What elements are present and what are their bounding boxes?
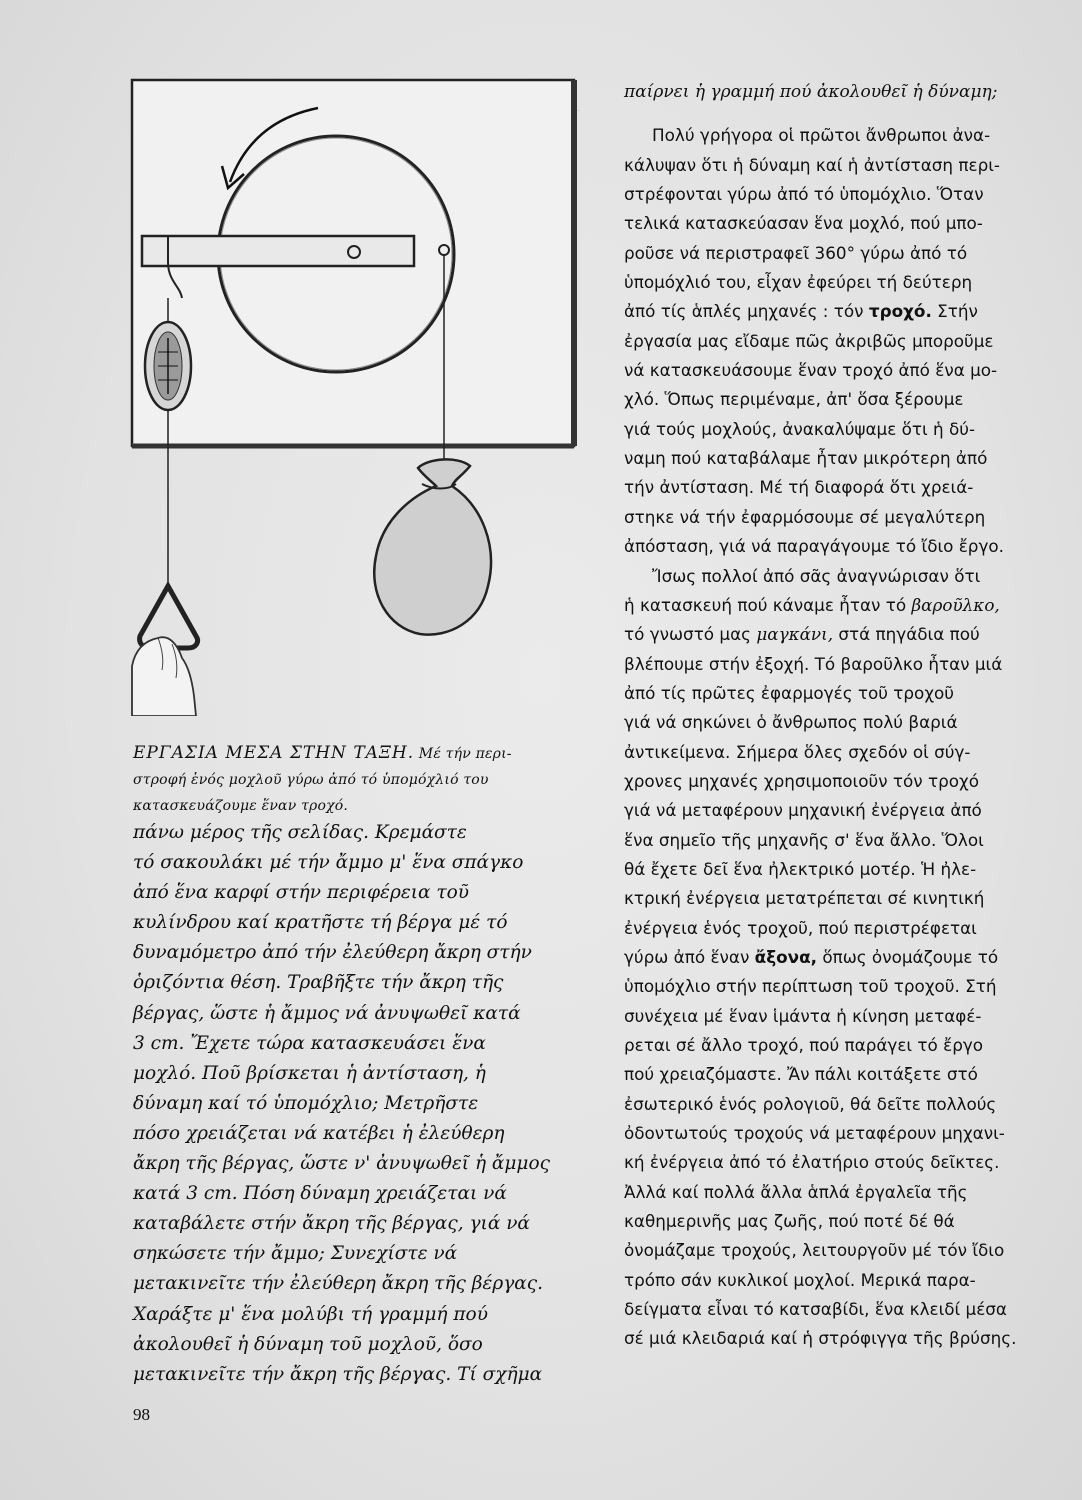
text-line: ὀνομάζαμε τροχούς, λειτουργοῦν μέ τόν ἴδιο [624,1240,1005,1261]
text-line: δυναμόμετρο ἀπό τήν ἐλεύθερη ἄκρη στήν [133,942,532,964]
text-line: καταβάλετε στήν ἄκρη τῆς βέργας, γιά νά [133,1213,530,1235]
term-wheel: τροχό. [868,301,932,322]
text-line: χρονες μηχανές χρησιμοποιοῦν τόν τροχό [624,770,979,791]
term-mangani: μαγκάνι, [756,624,834,645]
text-segment: ἡ κατασκευή πού κάναμε ἦταν τό [624,594,912,615]
text-line [624,297,1082,326]
text-segment: Στήν [931,301,978,322]
text-line: στρέφονται γύρω ἀπό τό ὑπομόχλιο. Ὅταν [624,184,984,205]
text-line: ρεται σέ ἄλλο τροχό, πού παράγει τό ἔργο [624,1035,984,1055]
left-column-text [133,818,573,1390]
text-line: ἀπό τίς πρῶτες ἐφαρμογές τοῦ τροχοῦ [624,682,954,703]
text-line: δύναμη καί τό ὑπομόχλιο; Μετρῆστε [133,1092,479,1114]
text-line: κατά 3 cm. Πόση δύναμη χρειάζεται νά [133,1183,507,1205]
text-line: τήν ἀντίσταση. Μέ τή διαφορά ὅτι χρειά- [624,477,974,498]
text-line: νά κατασκευάσουμε ἕναν τροχό ἀπό ἕνα μο- [624,360,998,381]
sand-bag [374,459,491,634]
text-line: ἀκολουθεῖ ἡ δύναμη τοῦ μοχλοῦ, ὅσο [133,1333,483,1355]
text-line: ὑπομόχλιό του, εἶχαν ἐφεύρει τή δεύτερη [624,272,973,293]
text-line: θά ἔχετε δεῖ ἕνα ἠλεκτρικό μοτέρ. Ἡ ἠλε- [624,858,977,879]
intro-line: παίρνει ἡ γραμμή πού ἀκολουθεῖ ἡ δύναμη; [624,82,998,102]
text-line: ὑπομόχλιο στήν περίπτωση τοῦ τροχοῦ. Στή [624,976,997,997]
text-line: κάλυψαν ὅτι ἡ δύναμη καί ἡ ἀντίσταση περι- [624,154,1000,175]
text-line [624,943,1082,972]
figure-caption [133,740,573,819]
page-number: 98 [133,1405,150,1424]
text-line: γιά τούς μοχλούς, ἀνακαλύψαμε ὅτι ἡ δύ- [624,418,976,439]
text-line: ἐσωτερικό ἑνός ρολογιοῦ, θά δεῖτε πολλούς [624,1093,997,1114]
term-axle: ἄξονα, [754,946,817,967]
text-line: σηκώσετε τήν ἄμμο; Συνεχίστε νά [133,1243,458,1265]
text-line: Ἴσως πολλοί ἀπό σᾶς ἀναγνώρισαν ὅτι [652,565,981,586]
text-line: Ἀλλά καί πολλά ἄλλα ἁπλά ἐργαλεῖα τῆς [624,1181,968,1202]
text-segment: ἀπό τίς ἁπλές μηχανές : τόν [624,301,869,322]
text-line: τρόπο σάν κυκλικοί μοχλοί. Μερικά παρα- [624,1269,976,1290]
text-line: κυλίνδρου καί κρατῆστε τή βέργα μέ τό [133,912,508,934]
text-segment: στά πηγάδια πού [833,624,980,645]
text-line: ἄκρη τῆς βέργας, ὥστε ν' ἀνυψωθεῖ ἡ ἄμμος [133,1153,550,1175]
text-segment: τό γνωστό μας [624,624,757,645]
text-line: Πολύ γρήγορα οἱ πρῶτοι ἄνθρωποι ἀνα- [652,125,991,146]
text-line: 3 cm. Ἔχετε τώρα κατασκευάσει ἕνα [133,1032,486,1054]
text-line: ἀντικείμενα. Σήμερα ὅλες σχεδόν οἱ σύγ- [624,741,971,762]
caption-title: ΕΡΓΑΣΙΑ ΜΕΣΑ ΣΤΗΝ ΤΑΞΗ. [133,743,415,763]
text-line: ἐνέργεια ἑνός τροχοῦ, πού περιστρέφεται [624,917,977,938]
text-line: χλό. Ὅπως περιμέναμε, ἀπ' ὅσα ξέρουμε [624,389,964,410]
caption-line: κατασκευάζουμε ἕναν τροχό. [133,798,349,814]
text-line: ἀπόσταση, γιά νά παραγάγουμε τό ἴδιο ἔργο. [624,536,1004,557]
right-column-text [624,78,1082,1354]
text-line: ἐργασία μας εἴδαμε πῶς ἀκριβῶς μποροῦμε [624,330,994,351]
lever-bar [142,236,414,266]
text-line: ροῦσε νά περιστραφεῖ 360° γύρω ἀπό τό [624,242,968,263]
text-line: ἕνα σημεῖο τῆς μηχανῆς σ' ἕνα ἄλλο. Ὅλοι [624,829,984,850]
text-line: ὀδοντωτούς τροχούς νά μεταφέρουν μηχανι- [624,1123,1005,1144]
text-segment: ὅπως ὀνομάζουμε τό [816,946,999,967]
text-segment: γύρω ἀπό ἕναν [624,946,755,967]
text-line: κή ἐνέργεια ἀπό τό ἐλατήριο στούς δεῖκτες. [624,1152,1000,1173]
text-line: πάνω μέρος τῆς σελίδας. Κρεμάστε [133,822,467,843]
text-line: γιά νά μεταφέρουν μηχανική ἐνέργεια ἀπό [624,800,982,821]
text-line: γιά νά σηκώνει ὁ ἄνθρωπος πολύ βαριά [624,712,958,733]
text-line: πού χρειαζόμαστε. Ἄν πάλι κοιτάξετε στό [624,1064,978,1085]
term-winch: βαροῦλκο, [911,594,1000,615]
text-line [624,620,1082,649]
text-line: στηκε νά τήν ἐφαρμόσουμε σέ μεγαλύτερη [624,506,986,527]
text-line: ἀπό ἕνα καρφί στήν περιφέρεια τοῦ [133,882,470,904]
text-line: μετακινεῖτε τήν ἄκρη τῆς βέργας. Τί σχῆμα [133,1363,543,1385]
caption-line: στροφή ἑνός μοχλοῦ γύρω ἀπό τό ὑπομόχλιό του [133,772,489,788]
text-line: καθημερινῆς μας ζωῆς, πού ποτέ δέ θά [624,1211,955,1232]
text-line: τελικά κατασκεύασαν ἕνα μοχλό, πού μπο- [624,213,983,234]
text-line: τό σακουλάκι μέ τήν ἄμμο μ' ἕνα σπάγκο [133,852,524,874]
wheel-lever-illustration [118,66,588,716]
text-line [624,591,1082,620]
text-line: κτρική ἐνέργεια μετατρέπεται σέ κινητική [624,888,985,909]
text-line: Χαράξτε μ' ἕνα μολύβι τή γραμμή πού [133,1303,488,1325]
text-line: συνέχεια μέ ἕναν ἱμάντα ἡ κίνηση μεταφέ- [624,1005,982,1026]
text-line: σέ μιά κλειδαριά καί ἡ στρόφιγγα τῆς βρύσης. [624,1328,1017,1349]
text-line: μετακινεῖτε τήν ἐλεύθερη ἄκρη τῆς βέργας. [133,1273,544,1295]
text-line: δείγματα εἶναι τό κατσαβίδι, ἕνα κλειδί μέσα [624,1299,1007,1320]
text-line: ὁριζόντια θέση. Τραβῆξτε τήν ἄκρη τῆς [133,972,504,994]
text-line: μοχλό. Ποῦ βρίσκεται ἡ ἀντίσταση, ἡ [133,1062,486,1084]
text-line: βλέπουμε στήν ἐξοχή. Τό βαροῦλκο ἦταν μιά [624,653,1003,674]
caption-line: Μέ τήν περι- [418,746,512,762]
text-line: βέργας, ὥστε ἡ ἄμμος νά ἀνυψωθεῖ κατά [133,1002,521,1024]
text-line: ναμη πού καταβάλαμε ἦταν μικρότερη ἀπό [624,448,988,469]
text-line: πόσο χρειάζεται νά κατέβει ἡ ἐλεύθερη [133,1122,505,1144]
